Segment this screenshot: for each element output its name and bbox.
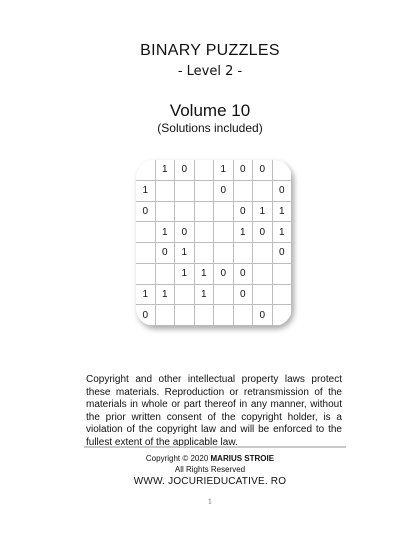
puzzle-cell: 0: [175, 160, 195, 181]
puzzle-cell: 0: [234, 202, 254, 223]
puzzle-cell: [234, 181, 254, 202]
puzzle-cell: [175, 181, 195, 202]
puzzle-cell: 0: [253, 222, 273, 243]
puzzle-cell: 0: [253, 305, 273, 326]
puzzle-cell: [175, 285, 195, 306]
copyright-notice: Copyright and other intellectual property laws protect these materials. Reproduction or retransmission of the materials in whole or part thereof in any manner, without the prior written consent of the copyright holder, is a violation of the copyright law and will be enforced to the fullest extent of the applicable law.: [86, 374, 342, 448]
puzzle-cell: 0: [234, 285, 254, 306]
puzzle-cell: [156, 181, 176, 202]
puzzle-cell: [195, 243, 215, 264]
puzzle-cell: [273, 160, 293, 181]
puzzle-cell: [253, 243, 273, 264]
puzzle-cell: [195, 222, 215, 243]
puzzle-cell: [136, 222, 156, 243]
puzzle-cell: [253, 264, 273, 285]
puzzle-cell: [195, 202, 215, 223]
puzzle-cell: 1: [273, 202, 293, 223]
puzzle-cell: [195, 160, 215, 181]
puzzle-cell: [273, 285, 293, 306]
author-name: MARIUS STROIE: [210, 454, 275, 463]
solutions-note: (Solutions included): [157, 121, 263, 135]
puzzle-cell: [195, 305, 215, 326]
copyright-line: [0, 454, 420, 463]
puzzle-cell: 0: [273, 243, 293, 264]
puzzle-cell: 1: [253, 202, 273, 223]
puzzle-cell: 1: [195, 285, 215, 306]
puzzle-cell: 1: [214, 160, 234, 181]
puzzle-cell: [195, 181, 215, 202]
puzzle-cell: 1: [156, 222, 176, 243]
rights-reserved: All Rights Reserved: [174, 465, 246, 474]
volume-title: Volume 10: [169, 101, 251, 120]
puzzle-cell: [156, 264, 176, 285]
puzzle-cell: [175, 305, 195, 326]
puzzle-cell: 1: [136, 285, 156, 306]
puzzle-cell: [253, 181, 273, 202]
puzzle-cell: 0: [136, 305, 156, 326]
puzzle-cell: 1: [175, 264, 195, 285]
puzzle-cell: [234, 305, 254, 326]
puzzle-cell: [214, 243, 234, 264]
puzzle-cell: 1: [175, 243, 195, 264]
puzzle-cell: [273, 264, 293, 285]
puzzle-cell: 0: [214, 181, 234, 202]
puzzle-cell: 0: [253, 160, 273, 181]
puzzle-cell: 1: [234, 222, 254, 243]
puzzle-cell: 0: [214, 264, 234, 285]
puzzle-cell: 0: [136, 202, 156, 223]
puzzle-cell: [234, 243, 254, 264]
puzzle-cell: [175, 202, 195, 223]
divider: [84, 446, 346, 448]
puzzle-cell: 1: [136, 181, 156, 202]
puzzle-cell: 0: [234, 160, 254, 181]
puzzle-image: [136, 160, 292, 326]
puzzle-cell: 1: [156, 285, 176, 306]
puzzle-cell: 1: [195, 264, 215, 285]
website: WWW. JOCURIEDUCATIVE. RO: [133, 476, 287, 487]
puzzle-cell: [136, 243, 156, 264]
copyright-label: Copyright © 2020: [145, 454, 209, 463]
puzzle-cell: [156, 305, 176, 326]
puzzle-cell: 0: [175, 222, 195, 243]
level-subtitle: - Level 2 -: [177, 64, 243, 79]
puzzle-cell: [273, 305, 293, 326]
puzzle-cell: [214, 305, 234, 326]
book-title: BINARY PUZZLES: [140, 42, 280, 59]
puzzle-cell: [214, 202, 234, 223]
puzzle-cell: 0: [273, 181, 293, 202]
puzzle-cell: 0: [156, 243, 176, 264]
puzzle-cell: [253, 285, 273, 306]
puzzle-cell: [136, 264, 156, 285]
puzzle-cell: 1: [156, 160, 176, 181]
puzzle-cell: [156, 202, 176, 223]
puzzle-grid: [136, 160, 292, 326]
puzzle-cell: [214, 285, 234, 306]
puzzle-cell: 1: [273, 222, 293, 243]
puzzle-cell: [214, 222, 234, 243]
puzzle-cell: [136, 160, 156, 181]
puzzle-cell: 0: [234, 264, 254, 285]
page-number: 1: [207, 498, 213, 506]
